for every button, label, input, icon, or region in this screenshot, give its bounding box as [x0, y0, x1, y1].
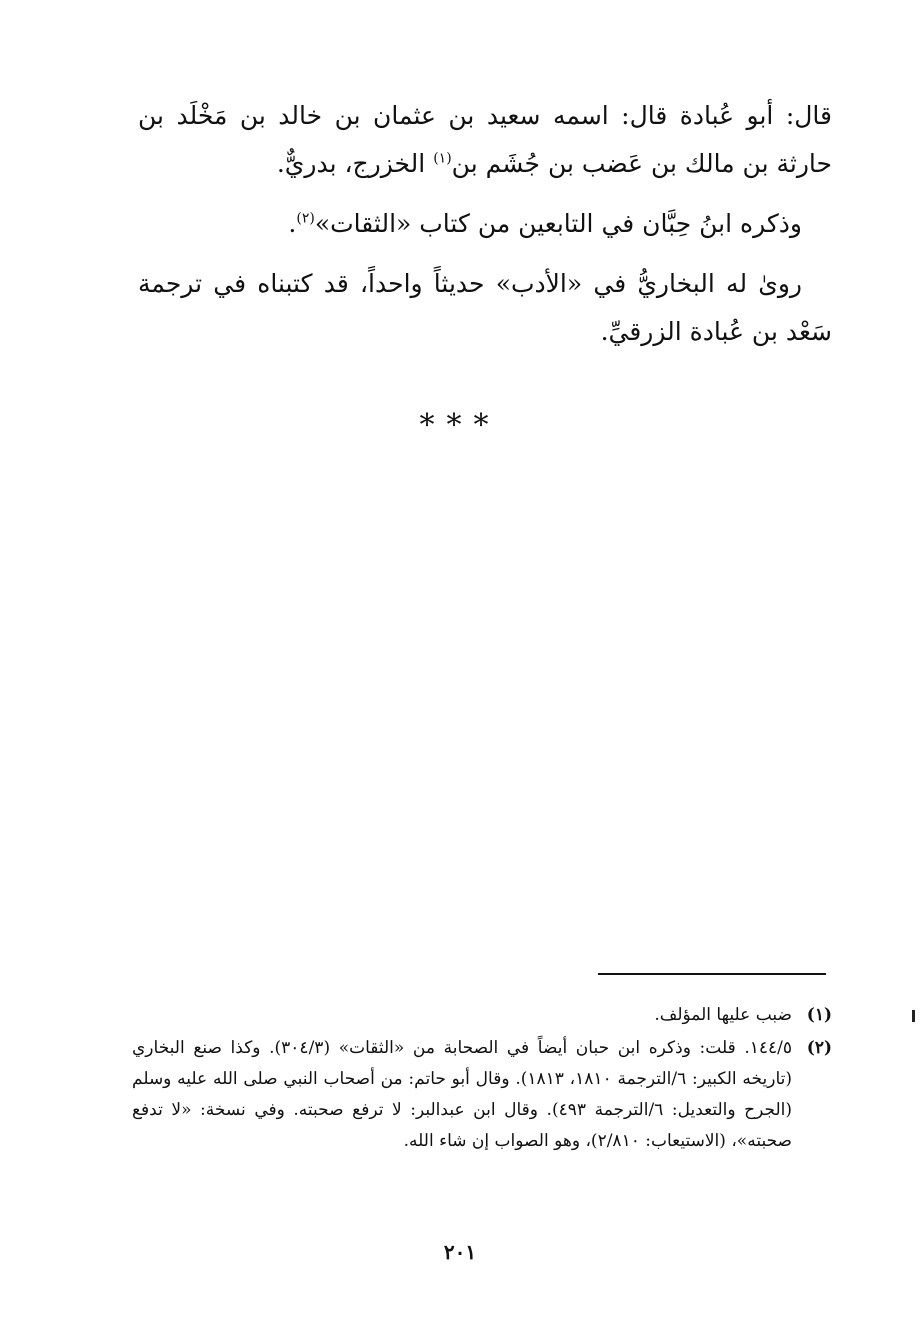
main-text [138, 92, 832, 368]
footnotes [132, 1000, 832, 1159]
footnote-number: (٢) [806, 1038, 832, 1058]
footnote-1 [132, 1000, 832, 1031]
paragraph-1 [138, 92, 832, 188]
footnote-number: (١) [806, 1005, 832, 1025]
paragraph-3-text: روىٰ له البخاريُّ في «الأدب» حديثاً واحداً، قد كتبناه في ترجمة سَعْد بن عُبادة الزرقيِّ. [138, 269, 832, 346]
paragraph-1-text-end: الخزرج، بدريٌّ. [276, 149, 434, 178]
footnote-divider [598, 973, 826, 975]
footnote-ref-2: (٢) [296, 210, 315, 227]
footnote-2 [132, 1033, 832, 1157]
paragraph-3 [138, 260, 832, 356]
paragraph-2-text: وذكره ابنُ حِبَّان في التابعين من كتاب «الثقات» [314, 209, 802, 238]
paragraph-2 [138, 200, 832, 248]
section-separator: *** [419, 408, 501, 443]
footnote-ref-1: (١) [433, 150, 452, 167]
paragraph-1-text: قال: أبو عُبادة قال: اسمه سعيد بن عثمان بن خالد بن مَخْلَد بن حارثة بن مالك بن عَضب بن جُشَم بن [138, 101, 832, 178]
scan-edge-mark [912, 1010, 915, 1022]
footnote-text: ضبب عليها المؤلف. [654, 1005, 792, 1025]
page-number: ٢٠١ [443, 1240, 477, 1264]
footnote-text: ١٤٤/٥. قلت: وذكره ابن حبان أيضاً في الصحابة من «الثقات» (٣٠٤/٣). وكذا صنع البخاري (تاريخه الكبير: ٦/الترجمة ١٨١٠، ١٨١٣). وقال أبو حاتم: من أصحاب النبي صلى الله عليه وسلم (الجرح والتعديل: ٦/الترجمة ٤٩٣). وقال ابن عبدالبر: لا ترفع صحبته. وفي نسخة: «لا تدفع صحبته»، (الاستيعاب: ٢/٨١٠)، وهو الصواب إن شاء الله. [132, 1038, 793, 1151]
paragraph-2-text-end: . [288, 209, 297, 238]
